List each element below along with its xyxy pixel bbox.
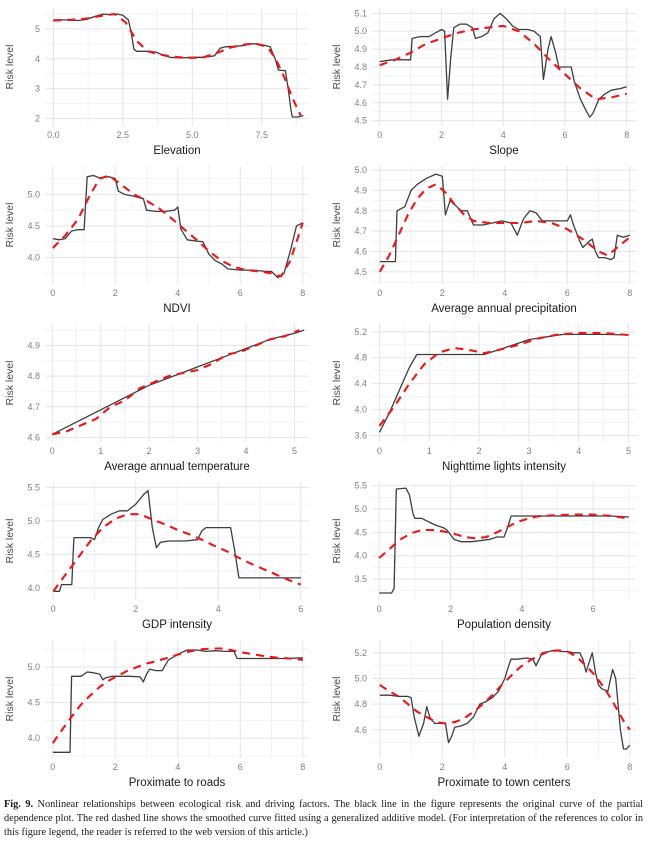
y-tick-label: 4.8 xyxy=(354,352,367,363)
x-tick-label: 6 xyxy=(298,604,304,614)
y-axis-title: Risk level xyxy=(4,676,17,722)
y-tick-label: 5.0 xyxy=(354,673,367,684)
y-tick-label: 4.9 xyxy=(354,44,367,55)
x-tick-label: 5.0 xyxy=(186,130,199,140)
y-tick-label: 5.2 xyxy=(354,647,367,658)
x-axis-title: Average annual precipitation xyxy=(430,303,577,315)
chart-svg xyxy=(3,2,319,160)
y-tick-label: 4.0 xyxy=(354,404,367,415)
x-tick-label: 5 xyxy=(625,446,631,456)
y-tick-label: 3.6 xyxy=(354,430,367,441)
y-tick-label: 4.7 xyxy=(27,401,41,412)
plot-temperature xyxy=(0,318,323,476)
original-curve xyxy=(54,14,304,117)
original-curve xyxy=(379,488,629,593)
x-tick-label: 0 xyxy=(376,446,382,456)
y-tick-label: 4.5 xyxy=(27,549,41,560)
y-axis-title: Risk level xyxy=(4,44,17,90)
y-axis-title: Risk level xyxy=(330,202,343,248)
y-tick-label: 5.5 xyxy=(27,482,41,493)
x-tick-label: 0 xyxy=(377,762,383,772)
x-tick-label: 8 xyxy=(626,762,633,772)
y-tick-label: 4.4 xyxy=(354,378,367,389)
y-axis-title: Risk level xyxy=(330,44,343,90)
x-axis-title: Elevation xyxy=(153,145,201,157)
x-tick-label: 6 xyxy=(564,762,570,772)
x-tick-label: 0 xyxy=(50,762,56,772)
plot-nighttime-lights xyxy=(327,318,649,476)
y-tick-label: 4.5 xyxy=(354,527,367,538)
figure-caption-text: Nonlinear relationships between ecological risk and driving factors. The black line in the figure represents the original curve of the partial dependence plot. The red dashed line shows the smoothed curve fitted using a generalized additive model. (For interpretation of the references to color in this figure legend, the reader is referred to the web version of this article.) xyxy=(4,799,643,839)
x-tick-label: 4 xyxy=(502,762,508,772)
y-tick-label: 4.0 xyxy=(27,733,41,744)
plot-proximate-town-centers xyxy=(327,634,649,792)
y-tick-label: 3 xyxy=(35,83,41,94)
y-tick-label: 4.0 xyxy=(354,550,367,561)
chart-svg xyxy=(3,318,319,476)
x-axis-title: Nighttime lights intensity xyxy=(441,461,566,473)
y-tick-label: 4.8 xyxy=(354,62,367,72)
x-tick-label: 0 xyxy=(50,604,57,614)
plot-gdp-intensity xyxy=(0,476,323,634)
x-tick-label: 2 xyxy=(113,762,119,772)
chart-svg xyxy=(3,160,319,318)
y-tick-label: 4.9 xyxy=(27,340,41,351)
x-tick-label: 2 xyxy=(113,288,119,298)
x-tick-label: 0 xyxy=(50,288,56,298)
y-tick-label: 4.6 xyxy=(27,432,41,443)
x-tick-label: 6 xyxy=(590,604,596,614)
y-tick-label: 4.7 xyxy=(354,79,367,90)
plot-ndvi xyxy=(0,160,323,318)
y-axis-title: Risk level xyxy=(4,202,17,248)
y-tick-label: 5.1 xyxy=(354,8,367,19)
y-axis-title: Risk level xyxy=(4,360,17,406)
y-tick-label: 5.0 xyxy=(354,26,367,37)
y-tick-label: 4.7 xyxy=(354,226,367,237)
x-axis-title: Population density xyxy=(456,619,551,631)
y-tick-label: 4.6 xyxy=(354,246,367,257)
y-tick-label: 5.0 xyxy=(27,515,41,526)
y-tick-label: 5 xyxy=(35,23,41,34)
x-tick-label: 3 xyxy=(195,446,201,456)
x-tick-label: 2 xyxy=(439,288,445,298)
x-tick-label: 4 xyxy=(519,604,525,614)
plot-elevation xyxy=(0,2,323,160)
x-tick-label: 2 xyxy=(438,130,444,140)
chart-svg xyxy=(330,318,646,476)
y-tick-label: 4.9 xyxy=(354,185,367,196)
x-tick-label: 4 xyxy=(215,604,222,614)
y-tick-label: 4.5 xyxy=(354,266,367,277)
x-tick-label: 7.5 xyxy=(255,130,269,140)
chart-svg xyxy=(330,2,646,160)
y-tick-label: 4.5 xyxy=(354,115,367,126)
x-tick-label: 8 xyxy=(300,762,306,772)
chart-svg xyxy=(3,476,319,634)
x-tick-label: 2 xyxy=(439,762,445,772)
figure-caption-label: Fig. 9. xyxy=(4,799,34,810)
y-tick-label: 3.5 xyxy=(354,574,367,585)
x-tick-label: 8 xyxy=(300,288,306,298)
x-axis-title: Slope xyxy=(489,145,519,157)
x-axis-title: Proximate to roads xyxy=(128,777,226,789)
y-tick-label: 5.0 xyxy=(27,189,41,200)
y-tick-label: 4.5 xyxy=(27,220,41,231)
x-tick-label: 0.0 xyxy=(47,130,60,140)
x-tick-label: 3 xyxy=(526,446,532,456)
x-tick-label: 1 xyxy=(98,446,104,456)
y-axis-title: Risk level xyxy=(4,518,17,564)
y-tick-label: 4.0 xyxy=(27,252,41,263)
y-tick-label: 4.6 xyxy=(354,97,367,108)
chart-svg xyxy=(3,634,319,792)
x-tick-label: 6 xyxy=(564,288,570,298)
x-tick-label: 1 xyxy=(426,446,432,456)
x-tick-label: 2 xyxy=(146,446,152,456)
plot-proximate-roads xyxy=(0,634,323,792)
x-tick-label: 4 xyxy=(175,288,181,298)
y-tick-label: 5.5 xyxy=(354,480,367,491)
x-axis-title: Average annual temperature xyxy=(104,461,251,473)
y-tick-label: 4.8 xyxy=(354,205,367,216)
x-axis-title: NDVI xyxy=(163,303,191,315)
plot-slope xyxy=(327,2,649,160)
y-tick-label: 5.0 xyxy=(354,504,367,515)
x-tick-label: 5 xyxy=(292,446,298,456)
plot-population-density xyxy=(327,476,649,634)
plot-precipitation xyxy=(327,160,649,318)
y-tick-label: 4.6 xyxy=(354,724,367,735)
x-tick-label: 2.5 xyxy=(116,130,130,140)
y-tick-label: 4.8 xyxy=(27,371,41,382)
x-tick-label: 6 xyxy=(238,288,244,298)
y-tick-label: 2 xyxy=(35,113,41,124)
x-tick-label: 2 xyxy=(447,604,453,614)
y-tick-label: 4.0 xyxy=(27,582,41,593)
x-tick-label: 6 xyxy=(238,762,244,772)
y-tick-label: 5.0 xyxy=(27,662,41,673)
x-tick-label: 4 xyxy=(243,446,249,456)
y-axis-title: Risk level xyxy=(330,518,343,564)
y-axis-title: Risk level xyxy=(330,360,343,406)
x-tick-label: 4 xyxy=(175,762,181,772)
y-tick-label: 4 xyxy=(35,53,41,64)
y-tick-label: 5.0 xyxy=(354,165,367,176)
plots-grid xyxy=(0,2,649,792)
x-tick-label: 0 xyxy=(50,446,56,456)
y-axis-title: Risk level xyxy=(330,676,343,722)
chart-svg xyxy=(330,160,646,318)
x-tick-label: 2 xyxy=(476,446,482,456)
x-axis-title: Proximate to town centers xyxy=(437,777,571,789)
x-tick-label: 4 xyxy=(502,288,508,298)
y-tick-label: 4.5 xyxy=(27,697,41,708)
x-tick-label: 0 xyxy=(376,604,382,614)
figure-caption xyxy=(0,792,649,845)
x-tick-label: 4 xyxy=(575,446,581,456)
x-tick-label: 0 xyxy=(377,288,383,298)
x-tick-label: 4 xyxy=(500,130,506,140)
x-tick-label: 8 xyxy=(623,130,629,140)
chart-svg xyxy=(330,634,646,792)
x-tick-label: 6 xyxy=(562,130,568,140)
y-tick-label: 5.2 xyxy=(354,326,367,337)
x-axis-title: GDP intensity xyxy=(142,619,213,631)
chart-svg xyxy=(330,476,646,634)
x-tick-label: 0 xyxy=(376,130,382,140)
y-tick-label: 4.8 xyxy=(354,699,367,710)
x-tick-label: 2 xyxy=(133,604,139,614)
x-tick-label: 8 xyxy=(626,288,633,298)
